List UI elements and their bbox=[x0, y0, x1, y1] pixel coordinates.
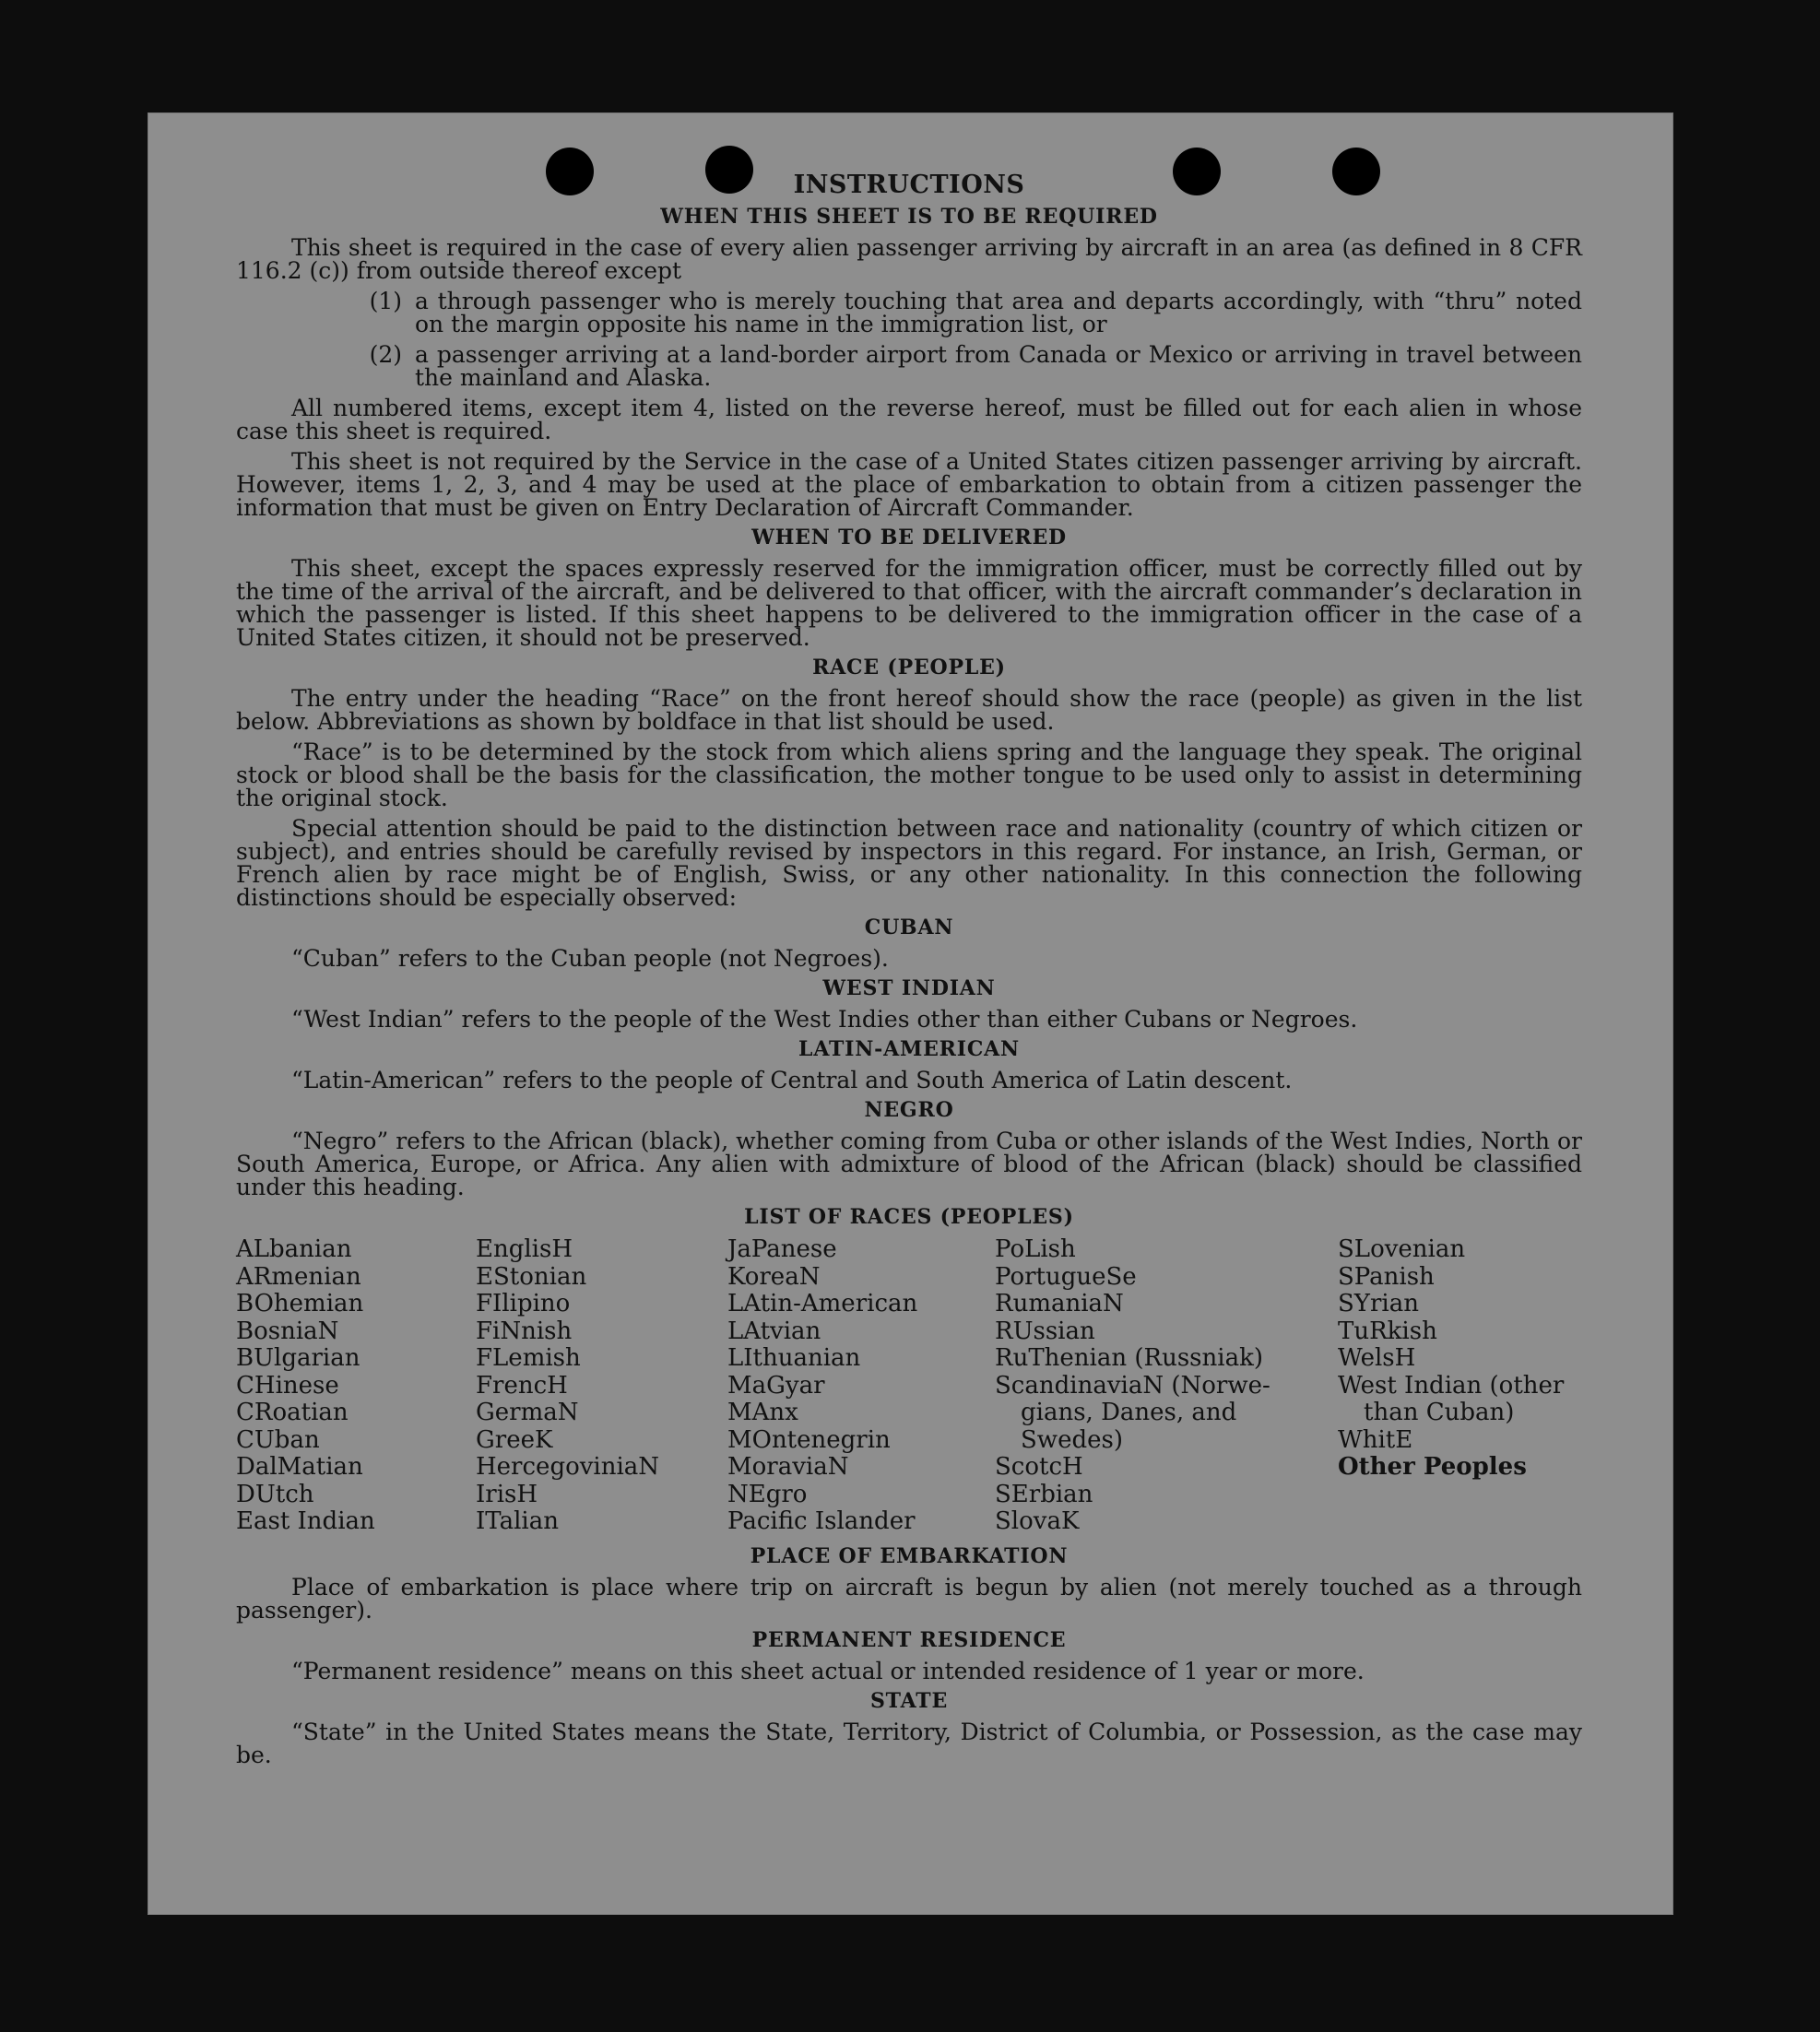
race-list-item: MOntenegrin bbox=[727, 1425, 891, 1454]
race-list-item: CUban bbox=[236, 1425, 320, 1454]
race-list-item: SPanish bbox=[1338, 1262, 1435, 1291]
para-numbered-items: All numbered items, except item 4, listed on the reverse hereof, must be filled out for each alien in whose case this sheet is required. bbox=[236, 395, 1582, 444]
race-list-item: MAnx bbox=[727, 1399, 798, 1426]
race-list-item: RuThenian (Russniak) bbox=[995, 1344, 1263, 1372]
race-list bbox=[236, 1236, 1582, 1536]
heading-when-required: WHEN THIS SHEET IS TO BE REQUIRED bbox=[660, 205, 1158, 229]
race-list-item: WelsH bbox=[1338, 1344, 1416, 1372]
race-list-item: BOhemian bbox=[236, 1290, 364, 1317]
race-list-item: MoraviaN bbox=[727, 1453, 849, 1481]
para-embarkation: Place of embarkation is place where trip on aircraft is begun by alien (not merely touched as a through passenger). bbox=[236, 1573, 1582, 1624]
para-state: “State” in the United States means the State, Territory, District of Columbia, or Possession, as the case may be. bbox=[236, 1718, 1582, 1768]
para-race-entry: The entry under the heading “Race” on the front hereof should show the race (people) as given in the list below. Abbreviations as shown by boldface in that list should be used. bbox=[236, 685, 1582, 735]
race-list-item: ScotcH bbox=[995, 1453, 1083, 1481]
race-list-item: FLemish bbox=[476, 1344, 581, 1372]
race-list-item: DUtch bbox=[236, 1480, 314, 1508]
race-list-item: ITalian bbox=[476, 1507, 559, 1535]
race-list-item: West Indian (other bbox=[1338, 1371, 1565, 1400]
para-cuban: “Cuban” refers to the Cuban people (not Negroes). bbox=[291, 945, 889, 972]
race-list-item: LAtin-American bbox=[727, 1290, 918, 1317]
para-west-indian: “West Indian” refers to the people of the West Indies other than either Cubans or Negroes. bbox=[291, 1006, 1358, 1033]
race-list-item: FrencH bbox=[476, 1371, 568, 1400]
item-text: a through passenger who is merely touching that area and departs accordingly, with “thru” noted on the margin opposite his name in the immigration list, or bbox=[415, 288, 1582, 337]
para-citizen: This sheet is not required by the Service in the case of a United States citizen passenger arriving by aircraft. However, items 1, 2, 3, and 4 may be used at the place of embarkation to obtain from a citizen passenger the information that must be given on Entry Declaration of Aircraft Commander. bbox=[236, 448, 1582, 521]
race-column-1 bbox=[236, 1236, 476, 1536]
item-number: (1) bbox=[369, 288, 402, 314]
race-column-5 bbox=[1338, 1236, 1582, 1536]
para-permanent-residence: “Permanent residence” means on this sheet actual or intended residence of 1 year or more. bbox=[291, 1657, 1365, 1684]
race-list-item: SYrian bbox=[1338, 1290, 1419, 1317]
race-list-item: GreeK bbox=[476, 1425, 553, 1454]
race-list-item: SlovaK bbox=[995, 1507, 1080, 1535]
race-list-item: LIthuanian bbox=[727, 1344, 861, 1372]
race-list-item: ARmenian bbox=[236, 1262, 361, 1291]
race-list-item: Pacific Islander bbox=[727, 1507, 916, 1535]
para-race-nationality: Special attention should be paid to the distinction between race and nationality (country of which citizen or subject), and entries should be carefully revised by inspectors in this regard. For instance, an Irish, German, or French alien by race might be of English, Swiss, or any other nationality. In this connection the following distinctions should be especially observed: bbox=[236, 815, 1582, 911]
race-list-item: JaPanese bbox=[727, 1235, 837, 1263]
para-delivery: This sheet, except the spaces expressly reserved for the immigration officer, must be correctly filled out by the time of the arrival of the aircraft, and be delivered to that officer, with the aircraft commander’s declaration in which the passenger is listed. If this sheet happens to be delivered to the immigration officer in the case of a United States citizen, it should not be preserved. bbox=[236, 555, 1582, 651]
heading-west-indian: WEST INDIAN bbox=[822, 976, 996, 1000]
race-list-item: FIlipino bbox=[476, 1290, 571, 1317]
race-list-item: WhitE bbox=[1338, 1425, 1413, 1454]
exception-item-1 bbox=[236, 289, 1582, 336]
race-list-item: SErbian bbox=[995, 1480, 1093, 1508]
race-list-item: ScandinaviaN (Norwe- bbox=[995, 1371, 1270, 1400]
race-list-item: TuRkish bbox=[1338, 1317, 1437, 1345]
race-list-item: gians, Danes, and bbox=[1021, 1399, 1237, 1426]
race-list-item: HercegoviniaN bbox=[476, 1453, 660, 1481]
race-column-3 bbox=[727, 1236, 995, 1536]
heading-embarkation: PLACE OF EMBARKATION bbox=[750, 1543, 1069, 1568]
para-negro: “Negro” refers to the African (black), whether coming from Cuba or other islands of the West Indies, North or South America, Europe, or Africa. Any alien with admixture of blood of the African (black) should be classified under this heading. bbox=[236, 1128, 1582, 1200]
race-list-item: East Indian bbox=[236, 1507, 375, 1535]
heading-cuban: CUBAN bbox=[864, 916, 954, 939]
race-list-item: IrisH bbox=[476, 1480, 538, 1508]
race-list-item: EStonian bbox=[476, 1262, 587, 1291]
race-list-item: PortugueSe bbox=[995, 1262, 1137, 1291]
instructions-content bbox=[236, 173, 1582, 1774]
heading-negro: NEGRO bbox=[864, 1098, 954, 1122]
race-list-item: RUssian bbox=[995, 1317, 1095, 1345]
para-latin-american: “Latin-American” refers to the people of Central and South America of Latin descent. bbox=[291, 1067, 1293, 1093]
race-list-item: BosniaN bbox=[236, 1317, 339, 1345]
race-list-item: Other Peoples bbox=[1338, 1453, 1527, 1481]
race-list-item: BUlgarian bbox=[236, 1344, 360, 1372]
document-sheet bbox=[148, 112, 1673, 1915]
race-list-item: Swedes) bbox=[1021, 1425, 1123, 1454]
exception-item-2 bbox=[236, 343, 1582, 389]
race-list-item: DalMatian bbox=[236, 1453, 363, 1481]
race-list-item: CHinese bbox=[236, 1371, 339, 1400]
heading-state: STATE bbox=[869, 1688, 949, 1713]
race-list-item: LAtvian bbox=[727, 1317, 821, 1345]
race-list-item: NEgro bbox=[727, 1480, 808, 1508]
race-list-item: CRoatian bbox=[236, 1399, 349, 1426]
heading-race: RACE (PEOPLE) bbox=[812, 656, 1006, 679]
heading-latin-american: LATIN-AMERICAN bbox=[798, 1037, 1020, 1061]
race-column-2 bbox=[476, 1236, 727, 1536]
race-list-item: SLovenian bbox=[1338, 1235, 1466, 1263]
heading-when-delivered: WHEN TO BE DELIVERED bbox=[751, 526, 1067, 549]
race-list-item: RumaniaN bbox=[995, 1290, 1124, 1317]
race-list-item: PoLish bbox=[995, 1235, 1076, 1263]
para-race-stock: “Race” is to be determined by the stock from which aliens spring and the language they speak. The original stock or blood shall be the basis for the classification, the mother tongue to be used only to assist in determining the original stock. bbox=[236, 738, 1582, 811]
race-list-item: EnglisH bbox=[476, 1235, 573, 1263]
race-column-4 bbox=[995, 1236, 1338, 1536]
race-list-item: ALbanian bbox=[236, 1235, 352, 1263]
race-list-item: MaGyar bbox=[727, 1371, 825, 1400]
race-list-item: KoreaN bbox=[727, 1262, 821, 1291]
race-list-item: FiNnish bbox=[476, 1317, 573, 1345]
item-text: a passenger arriving at a land-border airport from Canada or Mexico or arriving in travel between the mainland and Alaska. bbox=[415, 341, 1582, 391]
race-list-item: than Cuban) bbox=[1364, 1399, 1515, 1426]
item-number: (2) bbox=[369, 341, 402, 368]
para-required-intro: This sheet is required in the case of every alien passenger arriving by aircraft in an area (as defined in 8 CFR 116.2 (c)) from outside thereof except bbox=[236, 234, 1582, 284]
heading-permanent-residence: PERMANENT RESIDENCE bbox=[751, 1627, 1067, 1652]
heading-list-of-races: LIST OF RACES (PEOPLES) bbox=[744, 1205, 1074, 1229]
race-list-item: GermaN bbox=[476, 1399, 579, 1426]
page-title: INSTRUCTIONS bbox=[793, 171, 1025, 199]
